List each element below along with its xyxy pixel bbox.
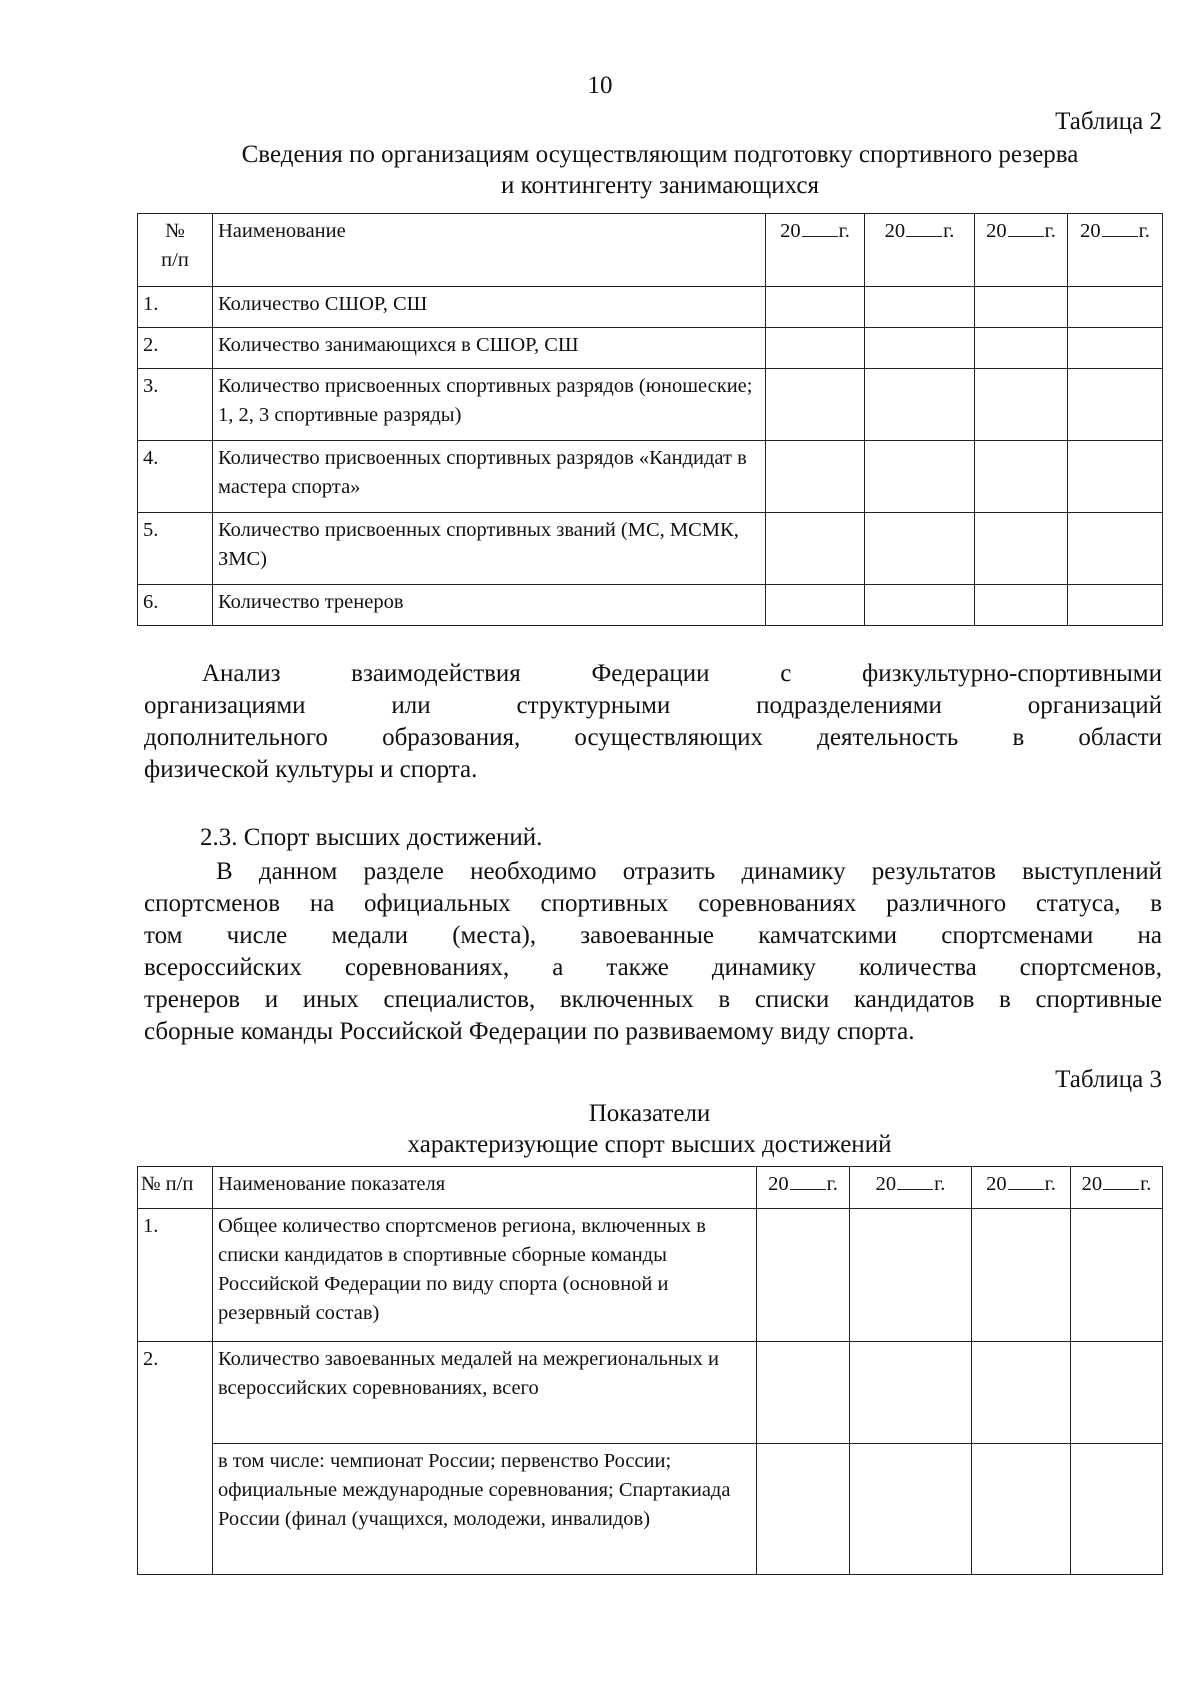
table3-row-num: 2. — [138, 1342, 213, 1575]
table3-header-row — [138, 1167, 1163, 1209]
table2-row-num: 2. — [138, 328, 213, 369]
table3-cell — [1071, 1444, 1163, 1575]
analysis-line2: организациями или структурными подразделениями организаций — [144, 692, 1162, 719]
table2-title-line1: Сведения по организациям осуществляющим подготовку спортивного резерва — [241, 141, 1079, 168]
table-row — [138, 328, 1163, 369]
table3-row-name: Количество завоеванных медалей на межрегиональных и всероссийских соревнованиях, всего — [213, 1342, 757, 1444]
table3 — [137, 1166, 1163, 1575]
section-paragraph — [144, 856, 1162, 1048]
table3-header-year-3: 20 г. — [972, 1167, 1071, 1209]
table2-title — [140, 139, 1180, 201]
table-row — [138, 1342, 1163, 1444]
table2-cell — [1068, 441, 1163, 513]
table2-row-name: Количество тренеров — [213, 585, 766, 626]
table2-cell — [975, 287, 1068, 328]
table3-title-line1: Показатели — [588, 1100, 711, 1127]
table-row — [138, 441, 1163, 513]
analysis-line3: дополнительного образования, осуществляющих деятельность в области — [144, 724, 1162, 751]
table2-cell — [975, 585, 1068, 626]
table3-cell — [972, 1209, 1071, 1342]
section-line1: В данном разделе необходимо отразить динамику результатов выступлений — [216, 858, 1162, 885]
table2-cell — [766, 287, 865, 328]
table2-cell — [1068, 513, 1163, 585]
table-row — [138, 1209, 1163, 1342]
table2-cell — [865, 441, 975, 513]
table3-title — [137, 1098, 1162, 1160]
section-line2: спортсменов на официальных спортивных соревнованиях различного статуса, в — [144, 890, 1162, 917]
table2-cell — [766, 513, 865, 585]
table2-cell — [1068, 328, 1163, 369]
table2-row-name: Количество присвоенных спортивных разрядов «Кандидат в мастера спорта» — [213, 441, 766, 513]
table3-cell — [757, 1342, 850, 1444]
table2-header-num-line2: п/п — [161, 249, 189, 271]
table3-row-num: 1. — [138, 1209, 213, 1342]
table3-cell — [757, 1444, 850, 1575]
table3-cell — [972, 1444, 1071, 1575]
table3-header-year-1: 20 г. — [757, 1167, 850, 1209]
table3-cell — [850, 1342, 972, 1444]
table2-cell — [975, 328, 1068, 369]
table2-cell — [865, 328, 975, 369]
table2-label: Таблица 2 — [1055, 108, 1162, 135]
table-row — [138, 1444, 1163, 1575]
table2-header-num-line1: № — [165, 220, 185, 242]
table2-cell — [865, 287, 975, 328]
table-row — [138, 585, 1163, 626]
table3-header-name: Наименование показателя — [213, 1167, 757, 1209]
table2-header-row — [138, 214, 1163, 287]
table2-header-year-1: 20 г. — [766, 214, 865, 287]
table2-header-num — [138, 214, 213, 287]
table2-header-year-4: 20 г. — [1068, 214, 1163, 287]
table3-label: Таблица 3 — [1055, 1066, 1162, 1093]
table2-row-name: Количество СШОР, СШ — [213, 287, 766, 328]
section-heading: 2.3. Спорт высших достижений. — [200, 824, 543, 851]
table-row — [138, 513, 1163, 585]
table2-row-num: 3. — [138, 369, 213, 441]
table2-row-name: Количество присвоенных спортивных разрядов (юношеские; 1, 2, 3 спортивные разряды) — [213, 369, 766, 441]
page-number: 10 — [587, 72, 613, 99]
table-row — [138, 287, 1163, 328]
table2-header-name: Наименование — [213, 214, 766, 287]
table3-header-year-4: 20 г. — [1071, 1167, 1163, 1209]
table-row — [138, 369, 1163, 441]
table2-cell — [865, 585, 975, 626]
table3-cell — [850, 1209, 972, 1342]
table3-header-num: № п/п — [138, 1167, 213, 1209]
table3-cell — [1071, 1209, 1163, 1342]
table2-header-year-2: 20 г. — [865, 214, 975, 287]
table2-row-name: Количество присвоенных спортивных званий (МС, МСМК, ЗМС) — [213, 513, 766, 585]
table2-cell — [975, 513, 1068, 585]
table2-row-name: Количество занимающихся в СШОР, СШ — [213, 328, 766, 369]
table2-row-num: 1. — [138, 287, 213, 328]
table2-row-num: 5. — [138, 513, 213, 585]
table2-row-num: 6. — [138, 585, 213, 626]
table3-cell — [850, 1444, 972, 1575]
table2 — [137, 213, 1163, 626]
section-line3: том числе медали (места), завоеванные камчатскими спортсменами на — [144, 922, 1162, 949]
table2-cell — [766, 585, 865, 626]
analysis-paragraph — [144, 658, 1162, 786]
table2-cell — [865, 369, 975, 441]
table3-header-year-2: 20 г. — [850, 1167, 972, 1209]
table3-row-name: в том числе: чемпионат России; первенство России; официальные международные соревнования; Спартакиада России (финал (учащихся, молодежи, инвалидов) — [213, 1444, 757, 1575]
table2-cell — [766, 369, 865, 441]
table3-cell — [1071, 1342, 1163, 1444]
table2-cell — [975, 441, 1068, 513]
table2-cell — [766, 328, 865, 369]
table2-cell — [766, 441, 865, 513]
section-line4: всероссийских соревнованиях, а также динамику количества спортсменов, — [144, 954, 1162, 981]
table2-cell — [1068, 369, 1163, 441]
table3-row-name: Общее количество спортсменов региона, включенных в списки кандидатов в спортивные сборные команды Российской Федерации по виду спорта (основной и резервный состав) — [213, 1209, 757, 1342]
section-line6: сборные команды Российской Федерации по развиваемому виду спорта. — [144, 1018, 915, 1045]
analysis-line1: Анализ взаимодействия Федерации с физкультурно-спортивными — [202, 660, 1162, 687]
table2-cell — [975, 369, 1068, 441]
table2-title-line2: и контингенту занимающихся — [501, 172, 819, 199]
table3-cell — [757, 1209, 850, 1342]
table2-cell — [1068, 585, 1163, 626]
table3-title-line2: характеризующие спорт высших достижений — [407, 1131, 892, 1158]
analysis-line4: физической культуры и спорта. — [144, 756, 478, 783]
table2-cell — [1068, 287, 1163, 328]
table2-cell — [865, 513, 975, 585]
section-line5: тренеров и иных специалистов, включенных в списки кандидатов в спортивные — [144, 986, 1162, 1013]
table3-cell — [972, 1342, 1071, 1444]
table2-row-num: 4. — [138, 441, 213, 513]
table2-header-year-3: 20 г. — [975, 214, 1068, 287]
